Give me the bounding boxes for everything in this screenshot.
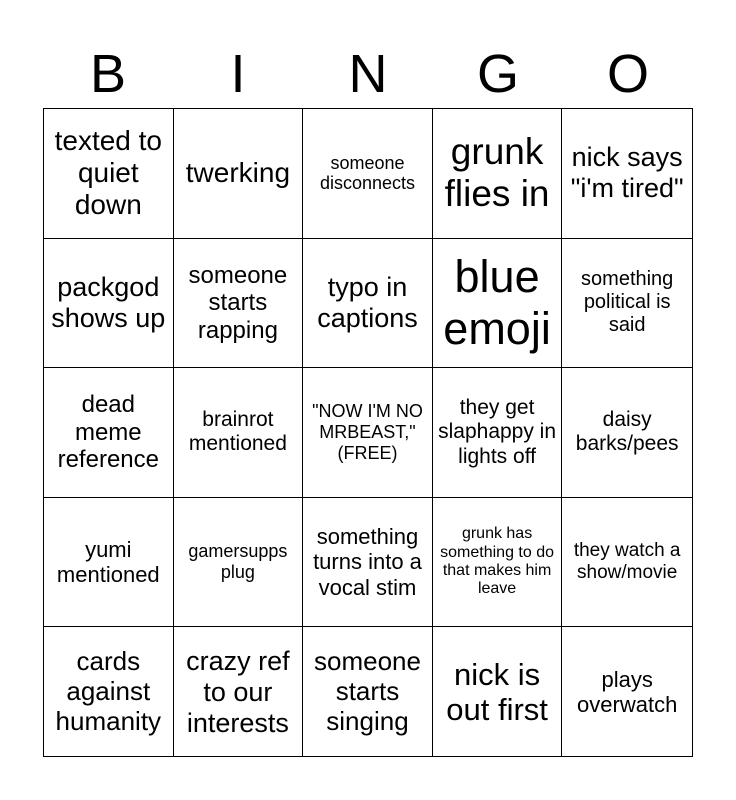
cell-text: someone starts singing	[314, 646, 421, 737]
bingo-cell[interactable]	[44, 109, 174, 239]
board-row	[44, 498, 692, 628]
cell-text: they watch a show/movie	[573, 540, 681, 584]
bingo-board	[43, 108, 693, 757]
cell-text: crazy ref to our interests	[186, 645, 290, 738]
cell-text: they get slaphappy in lights off	[438, 396, 557, 468]
cell-text: plays overwatch	[577, 666, 678, 718]
bingo-cell[interactable]	[303, 239, 433, 369]
header-letter-b: B	[89, 44, 127, 104]
cell-text: nick says "i'm tired"	[570, 142, 684, 204]
bingo-cell[interactable]	[44, 627, 174, 757]
bingo-cell[interactable]	[303, 627, 433, 757]
bingo-cell[interactable]	[303, 368, 433, 498]
cell-text: dead meme reference	[57, 391, 159, 474]
cell-text: someone disconnects	[319, 152, 416, 194]
cell-text: "NOW I'M NO MRBEAST," (FREE)	[312, 401, 423, 463]
bingo-cell[interactable]	[562, 109, 692, 239]
cell-text: yumi mentioned	[56, 536, 160, 588]
cell-text: something political is said	[581, 268, 674, 337]
header-letter-o: O	[606, 44, 649, 104]
bingo-cell[interactable]	[433, 239, 563, 369]
bingo-cell[interactable]	[174, 368, 304, 498]
cell-text: gamersupps plug	[188, 541, 288, 583]
cell-text: texted to quiet down	[54, 125, 162, 221]
cell-text: daisy barks/pees	[575, 408, 679, 456]
cell-text: twerking	[185, 157, 291, 189]
cell-text: blue emoji	[443, 251, 551, 354]
cell-text: grunk flies in	[444, 130, 550, 215]
bingo-cell[interactable]	[303, 109, 433, 239]
bingo-cell[interactable]	[44, 498, 174, 628]
bingo-header	[43, 40, 693, 108]
bingo-cell[interactable]	[562, 627, 692, 757]
board-row	[44, 239, 692, 369]
bingo-cell[interactable]	[433, 627, 563, 757]
bingo-cell[interactable]	[433, 368, 563, 498]
bingo-cell[interactable]	[44, 368, 174, 498]
header-letter-i: I	[230, 44, 246, 104]
board-row	[44, 368, 692, 498]
board-row	[44, 627, 692, 757]
cell-text: grunk has something to do that makes him leave	[440, 525, 554, 598]
bingo-cell[interactable]	[174, 239, 304, 369]
bingo-cell[interactable]	[44, 239, 174, 369]
cell-text: someone starts rapping	[188, 261, 288, 344]
bingo-cell[interactable]	[174, 109, 304, 239]
bingo-cell[interactable]	[433, 498, 563, 628]
cell-text: nick is out first	[446, 656, 548, 728]
cell-text: packgod shows up	[51, 271, 166, 333]
cell-text: typo in captions	[317, 271, 418, 333]
bingo-cell[interactable]	[433, 109, 563, 239]
bingo-cell[interactable]	[562, 498, 692, 628]
bingo-cell[interactable]	[562, 368, 692, 498]
header-letter-n: N	[348, 44, 388, 104]
bingo-cell[interactable]	[303, 498, 433, 628]
bingo-cell[interactable]	[174, 498, 304, 628]
bingo-cell[interactable]	[562, 239, 692, 369]
cell-text: cards against humanity	[55, 646, 162, 737]
board-row	[44, 109, 692, 239]
header-letter-g: G	[476, 44, 519, 104]
bingo-cell[interactable]	[174, 627, 304, 757]
cell-text: something turns into a vocal stim	[313, 524, 422, 600]
cell-text: brainrot mentioned	[188, 408, 287, 456]
